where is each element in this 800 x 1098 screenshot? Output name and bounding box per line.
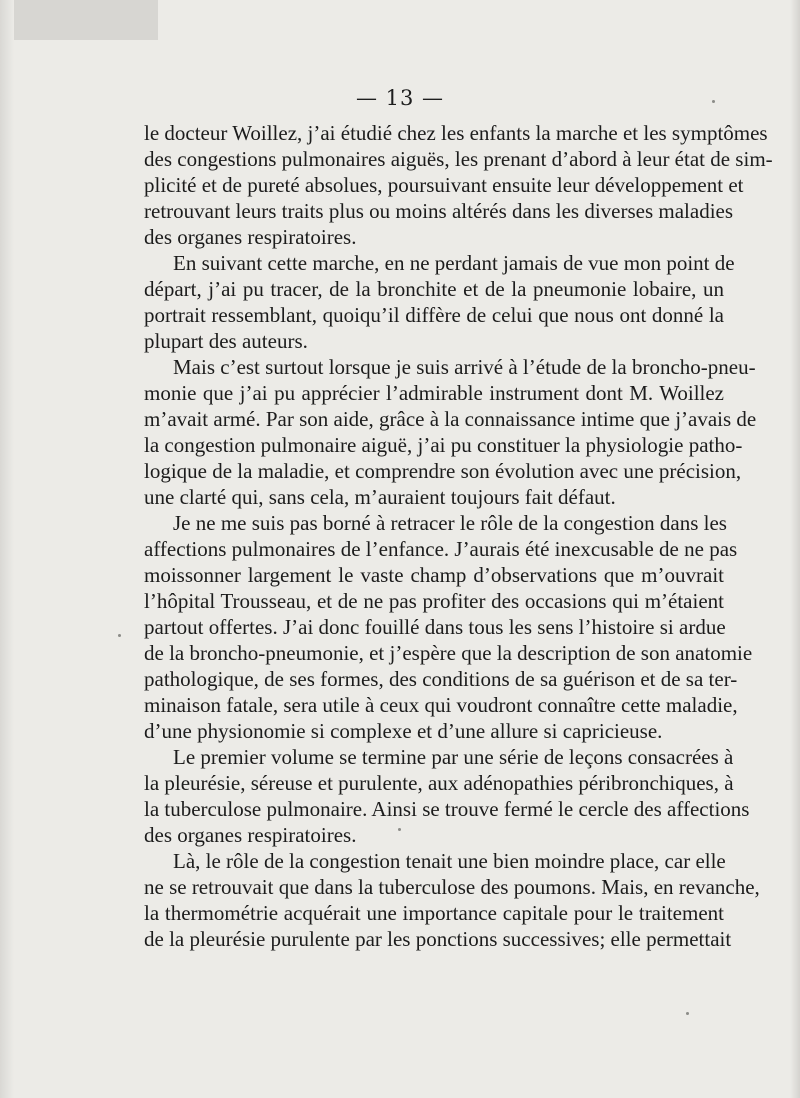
text-line: départ, j’ai pu tracer, de la bronchite et de la pneumonie lobaire, un bbox=[144, 277, 724, 301]
paragraph bbox=[144, 510, 753, 744]
text-line: la thermométrie acquérait une importance capitale pour le traitement bbox=[144, 901, 724, 925]
text-line: la congestion pulmonaire aiguë, j’ai pu constituer la physiologie patho- bbox=[144, 433, 743, 457]
text-line: la tuberculose pulmonaire. Ainsi se trouve fermé le cercle des affections bbox=[144, 797, 750, 821]
scan-corner-shade bbox=[0, 0, 158, 40]
text-line: plicité et de pureté absolues, poursuivant ensuite leur développement et bbox=[144, 173, 744, 197]
text-line: des congestions pulmonaires aiguës, les prenant d’abord à leur état de sim- bbox=[144, 147, 773, 171]
text-line: moissonner largement le vaste champ d’observations que m’ouvrait bbox=[144, 563, 724, 587]
text-line: des organes respiratoires. bbox=[144, 823, 357, 847]
text-line: Je ne me suis pas borné à retracer le rôle de la congestion dans les bbox=[173, 511, 727, 535]
text-line: la pleurésie, séreuse et purulente, aux adénopathies péribronchiques, à bbox=[144, 771, 734, 795]
text-line: plupart des auteurs. bbox=[144, 329, 308, 353]
body-text bbox=[144, 120, 773, 952]
text-line: logique de la maladie, et comprendre son évolution avec une précision, bbox=[144, 459, 742, 483]
paragraph bbox=[144, 354, 757, 510]
paragraph bbox=[144, 744, 750, 848]
text-line: portrait ressemblant, quoiqu’il diffère de celui que nous ont donné la bbox=[144, 303, 724, 327]
page-number: — 13 — bbox=[355, 86, 445, 110]
paragraph bbox=[144, 848, 760, 952]
text-line: Mais c’est surtout lorsque je suis arrivé à l’étude de la broncho-pneu- bbox=[173, 355, 756, 379]
text-line: retrouvant leurs traits plus ou moins altérés dans les diverses maladies bbox=[144, 199, 734, 223]
paper-speck bbox=[398, 828, 401, 831]
text-line: affections pulmonaires de l’enfance. J’aurais été inexcusable de ne pas bbox=[144, 537, 738, 561]
text-line: l’hôpital Trousseau, et de ne pas profiter des occasions qui m’étaient bbox=[144, 589, 724, 613]
page-right-edge bbox=[790, 0, 800, 1098]
text-line: le docteur Woillez, j’ai étudié chez les enfants la marche et les symptômes bbox=[144, 121, 768, 145]
text-line: Le premier volume se termine par une série de leçons consacrées à bbox=[173, 745, 734, 769]
text-line: d’une physionomie si complexe et d’une allure si capricieuse. bbox=[144, 719, 663, 743]
text-line: partout offertes. J’ai donc fouillé dans tous les sens l’histoire si ardue bbox=[144, 615, 726, 639]
text-line: monie que j’ai pu apprécier l’admirable instrument dont M. Woillez bbox=[144, 381, 724, 405]
text-line: Là, le rôle de la congestion tenait une bien moindre place, car elle bbox=[173, 849, 726, 873]
text-line: minaison fatale, sera utile à ceux qui voudront connaître cette maladie, bbox=[144, 693, 738, 717]
paragraph bbox=[144, 250, 735, 354]
text-line: En suivant cette marche, en ne perdant jamais de vue mon point de bbox=[173, 251, 735, 275]
paper-speck bbox=[712, 100, 715, 103]
text-line: de la broncho-pneumonie, et j’espère que la description de son anatomie bbox=[144, 641, 753, 665]
text-line: m’avait armé. Par son aide, grâce à la connaissance intime que j’avais de bbox=[144, 407, 757, 431]
text-line: une clarté qui, sans cela, m’auraient toujours fait défaut. bbox=[144, 485, 616, 509]
text-line: des organes respiratoires. bbox=[144, 225, 357, 249]
paper-speck bbox=[118, 634, 121, 637]
text-line: ne se retrouvait que dans la tuberculose des poumons. Mais, en revanche, bbox=[144, 875, 760, 899]
text-line: pathologique, de ses formes, des conditions de sa guérison et de sa ter- bbox=[144, 667, 738, 691]
page-left-edge bbox=[0, 0, 14, 1098]
paragraph bbox=[144, 120, 773, 250]
paper-speck bbox=[686, 1012, 689, 1015]
text-line: de la pleurésie purulente par les ponctions successives; elle permettait bbox=[144, 927, 732, 951]
